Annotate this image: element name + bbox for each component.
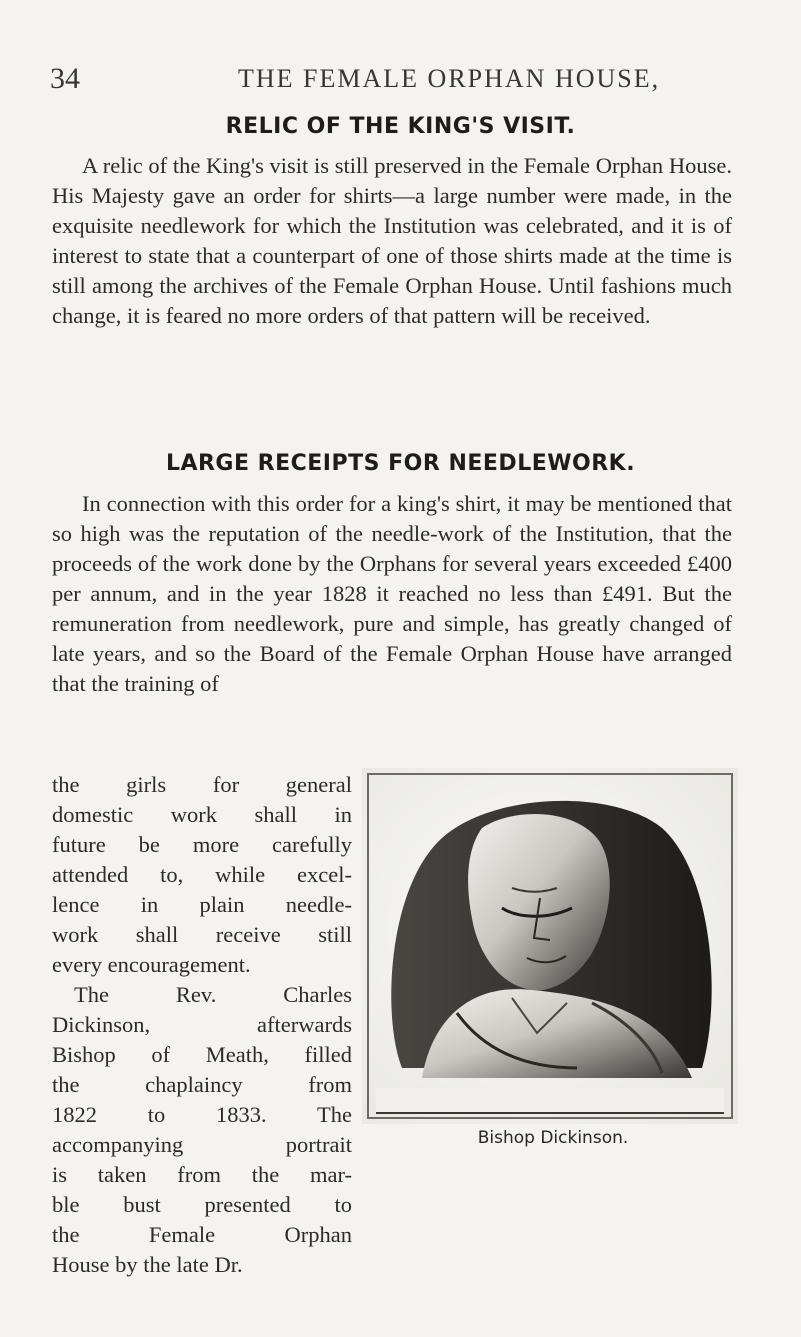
text-line: Dickinson, afterwards (52, 1012, 352, 1037)
section-heading-receipts: LARGE RECEIPTS FOR NEEDLEWORK. (165, 451, 636, 476)
text-line: work shall receive still (52, 922, 352, 947)
running-title: THE FEMALE ORPHAN HOUSE, (238, 64, 661, 93)
paragraph-receipts: In connection with this order for a king's shirt, it may be mentioned that so high was the reputation of the needle-work of the Institution, that the proceeds of the work done by the Orphans for several years exceeded £400 per annum, and in the year 1828 it reached no less than £491. But the remuneration from needlework, pure and simple, has greatly changed of late years, and so the Board of the Female Orphan House have arranged that the training of (52, 491, 732, 696)
text-line: is taken from the mar- (52, 1162, 352, 1187)
text-line: the chaplaincy from (52, 1072, 352, 1097)
text-line: 1822 to 1833. The (52, 1102, 352, 1127)
text-line: attended to, while excel- (52, 862, 352, 887)
text-line: House by the late Dr. (52, 1252, 243, 1277)
paragraph-relic: A relic of the King's visit is still preserved in the Female Orphan House. His Majesty gave an order for shirts—a large number were made, in the exquisite needlework for which the Institution was celebrated, and it is of interest to state that a counterpart of one of those shirts made at the time is still among the archives of the Female Orphan House. Until fashions much change, it is feared no more orders of that pattern will be received. (52, 153, 732, 328)
running-head (0, 58, 801, 98)
text-line: accompanying portrait (52, 1132, 352, 1157)
text-line: the girls for general (52, 772, 352, 797)
wrapped-text-column (52, 770, 352, 1280)
text-line: The Rev. Charles (74, 982, 352, 1007)
portrait-figure (362, 768, 738, 1124)
text-line: the Female Orphan (52, 1222, 352, 1247)
figure-caption: Bishop Dickinson. (477, 1128, 629, 1148)
text-line: Bishop of Meath, filled (52, 1042, 352, 1067)
page-number: 34 (50, 62, 80, 95)
text-line: lence in plain needle- (52, 892, 352, 917)
text-line: ble bust presented to (52, 1192, 352, 1217)
text-line: future be more carefully (52, 832, 352, 857)
section-heading-relic: RELIC OF THE KING'S VISIT. (225, 114, 576, 139)
marble-bust-photo (362, 768, 738, 1124)
text-line: domestic work shall in (52, 802, 352, 827)
text-line: every encouragement. (52, 952, 251, 977)
